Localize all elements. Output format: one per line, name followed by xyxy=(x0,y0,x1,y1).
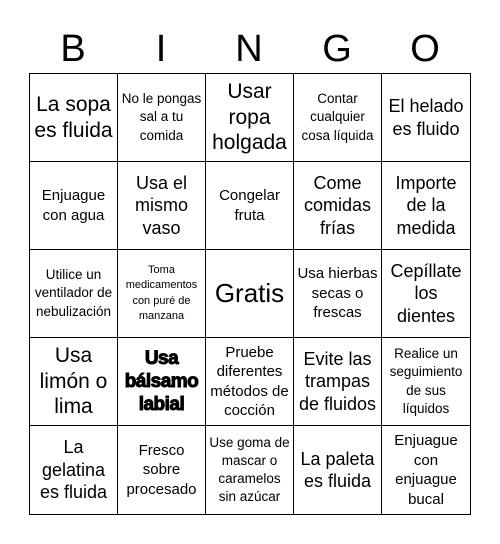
cell-text: Congelar fruta xyxy=(219,187,280,224)
bingo-cell[interactable] xyxy=(382,162,470,250)
bingo-cell[interactable] xyxy=(382,338,470,426)
header-letter-o: O xyxy=(410,28,440,70)
bingo-cell[interactable] xyxy=(30,250,118,338)
cell-text: La sopa es fluida xyxy=(34,92,113,142)
free-space-cell[interactable] xyxy=(206,250,294,338)
bingo-header xyxy=(29,20,471,74)
bingo-cell[interactable] xyxy=(206,162,294,250)
bingo-cell[interactable] xyxy=(118,426,206,514)
cell-text: Realice un seguimiento de sus líquidos xyxy=(389,346,463,416)
cell-text: Cepíllate los dientes xyxy=(390,260,462,326)
bingo-cell[interactable] xyxy=(30,74,118,162)
bingo-card-grid xyxy=(29,73,471,515)
bingo-cell[interactable] xyxy=(118,74,206,162)
cell-text: Usa bálsamo labial xyxy=(124,347,199,416)
bingo-cell[interactable] xyxy=(294,426,382,514)
cell-text: Usar ropa holgada xyxy=(212,80,287,155)
header-letter-n: N xyxy=(235,28,263,70)
cell-text: Pruebe diferentes métodos de cocción xyxy=(210,343,289,419)
header-letter-g: G xyxy=(322,28,352,70)
bingo-cell[interactable] xyxy=(118,338,206,426)
cell-text: Utilice un ventilador de nebulización xyxy=(34,267,113,319)
bingo-cell[interactable] xyxy=(206,338,294,426)
bingo-cell[interactable] xyxy=(294,338,382,426)
bingo-cell[interactable] xyxy=(294,250,382,338)
bingo-cell[interactable] xyxy=(118,250,206,338)
free-space-label: Gratis xyxy=(214,278,285,309)
cell-text: La gelatina es fluida xyxy=(39,437,108,503)
cell-text: El helado es fluido xyxy=(388,96,464,139)
bingo-cell[interactable] xyxy=(30,426,118,514)
bingo-cell[interactable] xyxy=(294,74,382,162)
cell-text: Usa hierbas secas o frescas xyxy=(297,265,378,322)
cell-text: Enjuague con agua xyxy=(41,187,106,224)
bingo-cell[interactable] xyxy=(118,162,206,250)
cell-text: Importe de la medida xyxy=(395,172,457,238)
cell-text: Usa limón o lima xyxy=(39,344,108,419)
bingo-cell[interactable] xyxy=(382,74,470,162)
cell-text: Fresco sobre procesado xyxy=(126,441,197,498)
header-letter-i: I xyxy=(155,28,167,70)
cell-text: Toma medicamentos con puré de manzana xyxy=(125,263,198,322)
cell-text: Evite las trampas de fluidos xyxy=(298,348,377,414)
cell-text: Come comidas frías xyxy=(303,172,372,238)
bingo-cell[interactable] xyxy=(206,426,294,514)
bingo-cell[interactable] xyxy=(30,162,118,250)
bingo-cell[interactable] xyxy=(382,250,470,338)
cell-text: Contar cualquier cosa líquida xyxy=(301,91,374,143)
cell-text: Use goma de mascar o caramelos sin azúcar xyxy=(209,434,290,505)
bingo-cell[interactable] xyxy=(382,426,470,514)
cell-text: La paleta es fluida xyxy=(300,448,375,491)
bingo-cell[interactable] xyxy=(294,162,382,250)
cell-text: No le pongas sal a tu comida xyxy=(121,91,202,143)
header-letter-b: B xyxy=(60,28,86,70)
bingo-cell[interactable] xyxy=(30,338,118,426)
cell-text: Enjuague con enjuague bucal xyxy=(394,432,458,508)
cell-text: Usa el mismo vaso xyxy=(135,172,188,238)
bingo-cell[interactable] xyxy=(206,74,294,162)
